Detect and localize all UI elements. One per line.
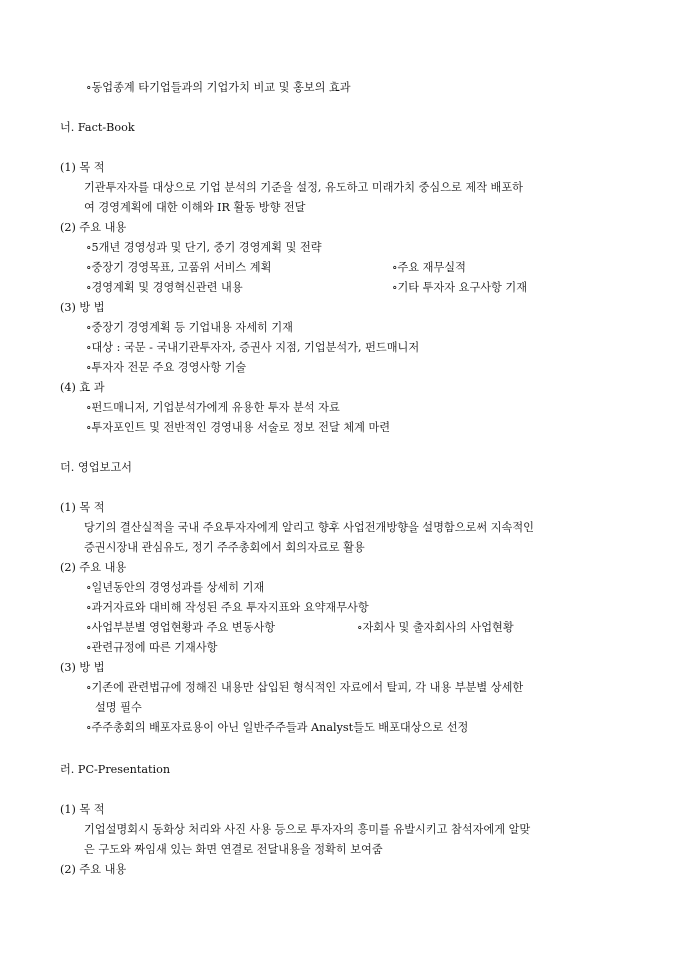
bullet-item: ∘5개년 경영성과 및 단기, 중기 경영계획 및 전략 — [86, 241, 322, 254]
subheading-purpose: (1) 목 적 — [60, 803, 105, 816]
bullet-peer-comparison: ∘동업종계 타기업들과의 기업가치 비교 및 홍보의 효과 — [86, 81, 351, 94]
bullet-item: ∘기존에 관련법규에 정해진 내용만 삽입된 형식적인 자료에서 탈피, 각 내용 부분별 상세한 — [86, 681, 524, 694]
bullet-continuation: 설명 필수 — [95, 701, 142, 714]
bullet-item: ∘펀드매니저, 기업분석가에게 유용한 투자 분석 자료 — [86, 401, 340, 414]
subheading-effect: (4) 효 과 — [60, 381, 105, 394]
bullet-item: ∘자회사 및 출자회사의 사업현황 — [357, 621, 514, 634]
section-heading-pc-presentation: 러. PC-Presentation — [60, 763, 171, 776]
bullet-item: ∘관련규정에 따른 기재사항 — [86, 641, 218, 654]
bullet-item: ∘투자자 전문 주요 경영사항 기술 — [86, 361, 247, 374]
subheading-main-content: (2) 주요 내용 — [60, 561, 127, 574]
paragraph-line: 여 경영계획에 대한 이해와 IR 활동 방향 전달 — [84, 201, 306, 214]
bullet-item: ∘주요 재무실적 — [392, 261, 466, 274]
bullet-item: ∘경영계획 및 경영혁신관련 내용 — [86, 281, 243, 294]
bullet-item: ∘투자포인트 및 전반적인 경영내용 서술로 정보 전달 체계 마련 — [86, 421, 391, 434]
paragraph-line: 당기의 결산실적을 국내 주요투자자에게 알리고 향후 사업전개방향을 설명함으로써 지속적인 — [84, 521, 534, 534]
subheading-purpose: (1) 목 적 — [60, 161, 105, 174]
paragraph-line: 기관투자자를 대상으로 기업 분석의 기준을 설정, 유도하고 미래가치 중심으로 제작 배포하 — [84, 181, 523, 194]
subheading-method: (3) 방 법 — [60, 301, 105, 314]
section-heading-fact-book: 너. Fact-Book — [60, 121, 135, 134]
paragraph-line: 증권시장내 관심유도, 정기 주주총회에서 회의자료로 활용 — [84, 541, 365, 554]
bullet-item: ∘대상 : 국문 - 국내기관투자자, 증권사 지점, 기업분석가, 펀드매니저 — [86, 341, 420, 354]
bullet-item: ∘사업부분별 영업현황과 주요 변동사항 — [86, 621, 276, 634]
section-heading-business-report: 더. 영업보고서 — [60, 461, 132, 474]
subheading-main-content: (2) 주요 내용 — [60, 221, 127, 234]
bullet-item: ∘주주총회의 배포자료용이 아닌 일반주주들과 Analyst들도 배포대상으로 선정 — [86, 721, 469, 734]
bullet-item: ∘일년동안의 경영성과를 상세히 기재 — [86, 581, 265, 594]
bullet-item: ∘중장기 경영목표, 고품위 서비스 계획 — [86, 261, 272, 274]
bullet-item: ∘기타 투자자 요구사항 기재 — [392, 281, 528, 294]
subheading-purpose: (1) 목 적 — [60, 501, 105, 514]
subheading-main-content: (2) 주요 내용 — [60, 863, 127, 876]
subheading-method: (3) 방 법 — [60, 661, 105, 674]
bullet-item: ∘중장기 경영계획 등 기업내용 자세히 기재 — [86, 321, 293, 334]
paragraph-line: 기업설명회시 동화상 처리와 사진 사용 등으로 투자자의 흥미를 유발시키고 참석자에게 알맞 — [84, 823, 531, 836]
paragraph-line: 은 구도와 짜임새 있는 화면 연결로 전달내용을 정확히 보여줌 — [84, 843, 383, 856]
bullet-item: ∘과거자료와 대비해 작성된 주요 투자지표와 요약재무사항 — [86, 601, 369, 614]
